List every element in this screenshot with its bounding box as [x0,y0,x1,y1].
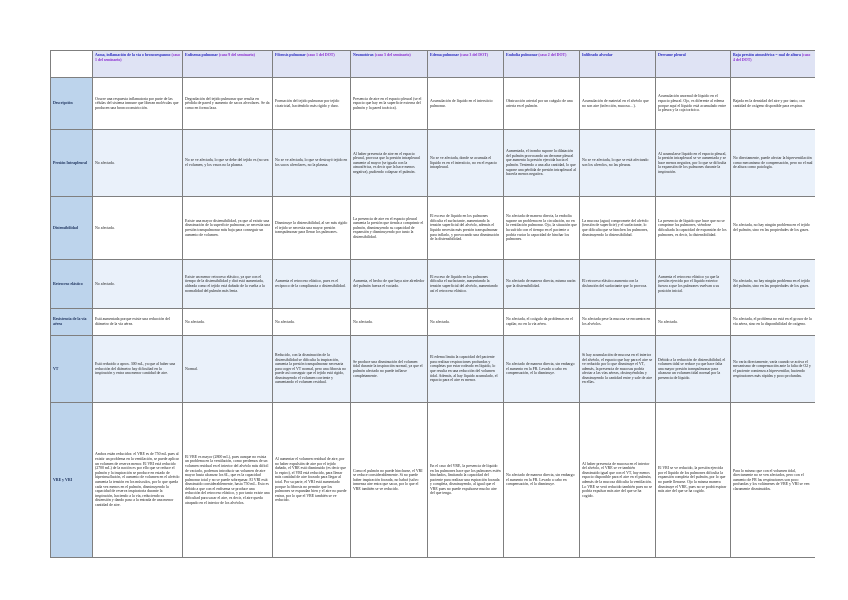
table-cell: Como el pulmón no puede hincharse, el VRI se reduce considerablemente. Si no puede haber inspiración forzada, no habrá (salvo inmensa aire entra que sacar, por lo que el VRE también se ve reducido. [351,403,428,558]
table-cell: No se ve afectada, lo que se destruyó tejido en los sacos alveolares, no la plasma. [273,130,351,197]
table-cell: Aumentada, el trombo supone la dilatación del pulmón provocando un derrame pleural que aumenta la presión ejercida hacia el pulmón. Teniendo a una alta cantidad, lo que supone una pérdida de presión intrapleural al hacerla menos negativa. [504,130,580,197]
table-row [51,336,816,403]
column-header [273,51,351,78]
table-cell: No varía directamente, varía cuando se activa el mecanismo de compensación ante la falta de O2 y el paciente comienza a hiperventilar, haciendo respiraciones más rápidas y poco profundas. [731,336,816,403]
table-cell: Existe una mayor distensibilidad, ya que al existir una disminución de la superficie pulmonar, se necesita una presión transpulmonar más baja para conseguir un aumento de volumen. [183,197,273,260]
table-cell: Existe un menor retroceso elástico, ya que con el tiempo de la distensibilidad y dirá está aumentada, aldeada como el tejido está dañado de la vuelta a la normalidad del pulmón más lenta. [183,260,273,309]
table-cell: No afectada. [656,309,731,336]
row-label: Presión Intrapleural [51,130,93,197]
column-title: Embolia pulmonar [506,53,538,57]
column-subtitle: (caso 4 del DOT) [733,53,811,62]
table-cell: No afectado de manera directa, misma razón que la distensibilidad. [504,260,580,309]
table-row [51,130,816,197]
column-title: Fibrosis pulmonar [275,53,306,57]
table-row [51,78,816,130]
table-cell: Normal. [183,336,273,403]
table-cell: Aumenta el retroceso elástico ya que la presión ejercida por el líquido exterior fuerza a que los pulmones vuelvan a su posición inicial. [656,260,731,309]
column-title: Asma, inflamación de la vía o broncoespasmo [95,53,171,57]
table-cell: La mucosa (agua) compromete del alvéolo (tensión de superficie) y el surfactante, lo que dificulta que se hinchen los pulmones, disminuyendo la distensibilidad. [580,197,656,260]
column-title: Neumotórax [353,53,374,57]
table-cell: No directamente, puede afectar la hiperventilación como mecanismo de compensación, pero no el mal de altura como patología. [731,130,816,197]
table-cell: Al haber presencia de aire en el espacio pleural, provoca que la presión intrapleural aumente al mayor (se iguala con la atmosférica, es decir que la hace menos negativa), pudiendo colapsar el pulmón. [351,130,428,197]
table-cell: No afectada, no hay ningún problema en el tejido del pulmón, sino en las propiedades de los gases. [731,197,816,260]
row-label: Descripción [51,78,93,130]
table-cell: La presencia de aire en el espacio pleural aumenta la presión que tienda a comprimir el pulmón, disminuyendo su capacidad de expansión y disminuyendo por tanto la distensibilidad. [351,197,428,260]
table-cell: No afectada. [351,309,428,336]
table-cell: No afectada. [93,130,183,197]
column-title: Edema pulmonar [430,53,460,57]
table-cell: En el caso del VRE, la presencia de líquido en los pulmones hace que los pulmones estén hinchados, limitando la capacidad del paciente para realizar una espiración forzada y completa, disminuyendo, al igual que el VRE pues no puede expulsarse mucho aire del que tenga. [428,403,504,558]
table-cell: Para lo mismo que con el volumen tidal, directamente no se ven afectados, pero con el aumento de FR las respiraciones son poco profundas y los volúmenes de VRE y VRI se ven claramente disminuidos. [731,403,816,558]
table-cell: No se ve afectada, lo que se está afectando son los alveolos, no las pleuras. [580,130,656,197]
row-label: VT [51,336,93,403]
row-label: VRE y VRI [51,403,93,558]
column-header [656,51,731,78]
table-cell: Ocurre una respuesta inflamatoria por parte de las células del sistema inmune que liberan moléculas que producen una broncoconstricción. [93,78,183,130]
table-cell: No afectada. [183,309,273,336]
table-cell: No afectado de manera directa, sin embargo el aumento en la FR. Levado a cabo en compensación, el la disminuye. [504,403,580,558]
table-cell: El exceso de líquido en los pulmones dificulta el surfactante, aumentando la tensión superficial del alvéolo, además el líquido necesita más presión transpulmonar para inflarlo, y provocando una disminución de la distensibilidad. [428,197,504,260]
table-cell: Al haber presencia de mucosa en el interior del alvéolo, el VRE se ve también disminuido igual que con el VT, hay menos espacio disponible para el aire en el pulmón, además de la mucosa dificulta la ventilación. Lo VRE se verá reducido también pues no se podría expulsar más aire del que se ha cogido. [580,403,656,558]
comparison-table-container [50,50,815,585]
table-cell: El VRE es mayor (2800 mL), pues aunque no exista un problema en la ventilación, como perdemos de un volumen residual en el interior del alvéolo más difícil de vaciarlo, podemos introducir un volumen de aire mayor hasta alcanzar los 6L, que es la capacidad pulmonar total y no se puede sobrepasar. El VRI está disminuido considerablemente, hasta 750 mL. Esto es debido a que con el enfisema se produce una reducción del retroceso elástico, y por tanto existe una dificultad para sacar el aire, es decir, el aire queda atrapado en el interior de los alvéolos. [183,403,273,558]
table-cell: Acumulación de material en el alvéolo que no son aire (infección, mucosa…). [580,78,656,130]
column-header [351,51,428,78]
table-cell: No afectada, el coágulo da problemas en el capilar, no en la vía aérea. [504,309,580,336]
table-cell: Formación del tejido pulmonar por tejido cicatricial, haciéndolo más rígido y duro. [273,78,351,130]
table-cell: El exceso de líquido en los pulmones dificulta el surfactante, aumentando la tensión superficial del alvéolo, aumentando así el retroceso elástico. [428,260,504,309]
column-header [183,51,273,78]
table-cell: No afectada. [273,309,351,336]
column-subtitle: (caso 3 del DOT) [460,53,488,57]
table-cell: El edema limita la capacidad del paciente para realizar respiraciones profundas y completas por estar rodeado en líquido, lo que resulta en una reducción del volumen tidal. Además, al hay líquido acumulado, el espacio para el aire es menor. [428,336,504,403]
table-cell: Acumulación de líquido en el intersticio pulmonar. [428,78,504,130]
table-cell: El VRI se ve reducido, la presión ejercida por el líquido de los pulmones dificulta la expansión completa del pulmón, por lo que no puede llenarse. Ojo la misma manera disminuye el VRE, pues no se podrá espirar más aire del que se ha cogido. [656,403,731,558]
column-title: Derrame pleural [658,53,686,57]
table-cell: Aumenta, el hecho de que haya aire alrededor del pulmón fuerza el vaciado. [351,260,428,309]
table-cell: No se ve afectada, donde se acumula el líquido es en el intersticio, no en el espacio intrapleural. [428,130,504,197]
table-cell: Acumulación anormal de líquido en el espacio pleural. Ojo, es diferente al edema porque aquí el líquido está acumulado entre la pleura y la caja torácica. [656,78,731,130]
table-row [51,403,816,558]
column-subtitle: (caso 1 del seminario) [95,53,180,62]
table-cell: Reducido, con la disminución de la distensibilidad se dificulta la inspiración, aumenta la presión transpulmonar necesaria para coger el VT normal, pero una fibrosis no puede así conseguir que el tejido está rígido, disminuyendo el volumen corriente y aumentando el volumen residual. [273,336,351,403]
table-cell: Si hay acumulación de mucosa en el interior del alvéolo, el espacio que hay para el aire se ve reducido por lo que disminuye el VT, además, la presencia de mucosas podría afectar a las vías aéreas, obstruyéndolas y disminuyendo la cantidad entre y sale de aire en ellas. [580,336,656,403]
table-cell: No afectado de manera directa, sin embargo el aumento en la FR. Levado a cabo en compensación, el la disminuye. [504,336,580,403]
table-cell: Al acumularse líquido en el espacio pleural, la presión intrapleural se ve aumentada y se hace menos negativa, por lo que se dificulta la expansión de los pulmones durante la inspiración. [656,130,731,197]
column-subtitle: (caso 1 del DOT) [306,53,335,57]
table-cell: Obstrucción arterial por un coágulo de una arteria en el pulmón. [504,78,580,130]
table-cell: No afectado, no hay ningún problema en el tejido del pulmón, sino en las propiedades de los gases. [731,260,816,309]
column-header [504,51,580,78]
column-header [93,51,183,78]
table-cell: Aumenta el retroceso elástico, pues es el recíproco de la compliancia o distensibilidad. [273,260,351,309]
table-cell: Presencia de aire en el espacio pleural (se el espacio que hay en la superficie externa del pulmón y la pared torácica). [351,78,428,130]
table-cell: Ambos están reducidos: el VRE es de 750 mL pues al existir un problema en la ventilación, se puede aplicar un volumen de reserva menor. El VRI está reducido (2700 mL) de la nación es por ello que se reduce el pulmón y la inspiración se produce en estado de hiperinsuflación, el aumento de volumen en el alvéolo aumenta la tensión en los músculos, por lo que queda cada vez menos en el pulmón, disminuyendo la capacidad de reserva inspiratoria durante la inspiración, haciendo a la vía, reduciendo su distensión y dando paso a la entrada de una menor cantidad de aire. [93,403,183,558]
pathology-comparison-table [50,50,815,558]
column-subtitle: (caso 5 del seminario) [374,53,411,57]
table-cell: No afectada. [428,309,504,336]
header-row [51,51,816,78]
table-cell: Al aumentar el volumen residual de aire, por no haber expulsión de aire por el tejido dañado, el VRE está disminuido (es decir que lo espiro), el VRI está reducido, para llenar más cantidad de aire forzado para llegar al total. Por su parte, el VRI está aumentado porque la fibrosis no permite que los pulmones se expandan bien y el aire no puede entrar, por lo que el VRE también se ve reducido. [273,403,351,558]
row-label: Resistencia de la vía aérea [51,309,93,336]
table-cell: Está aumentada porque existe una reducción del diámetro de la vía aérea. [93,309,183,336]
table-cell: Degradación del tejido pulmonar que resulta en pérdida de pared y aumento de sacos alveolares. Se da como en forma laxa. [183,78,273,130]
table-cell: No afectada pese la mucosa se encuentra en los alvéolos. [580,309,656,336]
table-cell: Debido a la reducción de distensibilidad, el volumen tidal se reduce ya que hace falta una mayor presión transpulmonar para alcanzar un volumen tidal normal por la presencia de líquido. [656,336,731,403]
table-cell: La presencia de líquido que hace que no se comprime los pulmones, viéndose dificultada la capacidad de expansión de los pulmones, es decir, la distensibilidad. [656,197,731,260]
column-subtitle: (caso 2 del DOT) [538,53,567,57]
table-row [51,309,816,336]
column-title: Baja presión atmosférica = mal de altura [733,53,801,57]
corner-cell [51,51,93,78]
table-cell: Disminuye la distensibilidad, al ser más rígido el tejido se necesita una mayor presión transpulmonar para llenar los pulmones. [273,197,351,260]
column-header [428,51,504,78]
table-cell: No se ve afectada, lo que se debe del tejido es (no sea el volumen, y los vasos no la plasma. [183,130,273,197]
row-label: Distensibilidad [51,197,93,260]
table-cell: No afectada de manera directa, la embolia supone un problema en la circulación, no en la ventilación pulmonar. Ojo, la situación que ha sufrido con el tiempo en el paciente a podría variar la capacidad de hinchar los pulmones. [504,197,580,260]
table-cell: Bajada en la densidad del aire y por tanto, con cantidad de oxígeno disponible para respirar. [731,78,816,130]
table-cell: Se produce una disminución del volumen tidal durante la inspiración normal, ya que el pulmón afectado no puede inflarse completamente. [351,336,428,403]
table-cell: Está reducido a aprox. 300 mL, ya que al haber una reducción del diámetro hay dificultad en la inspiración y entra una menor cantidad de aire. [93,336,183,403]
table-cell: El retroceso elástico aumenta con la disfunción del surfactante que lo provoca. [580,260,656,309]
table-cell: No afectada. [93,197,183,260]
column-header [580,51,656,78]
column-header [731,51,816,78]
table-row [51,197,816,260]
table-cell: No afectada, el problema no está en el grosor de la vía aérea, sino en la disponibilidad de oxígeno. [731,309,816,336]
table-row [51,260,816,309]
column-subtitle: (caso 9 del seminario) [218,53,255,57]
column-title: Infiltrado alveolar [582,53,613,57]
row-label: Retroceso elástico [51,260,93,309]
column-title: Enfisema pulmonar [185,53,218,57]
table-cell: No afectado. [93,260,183,309]
